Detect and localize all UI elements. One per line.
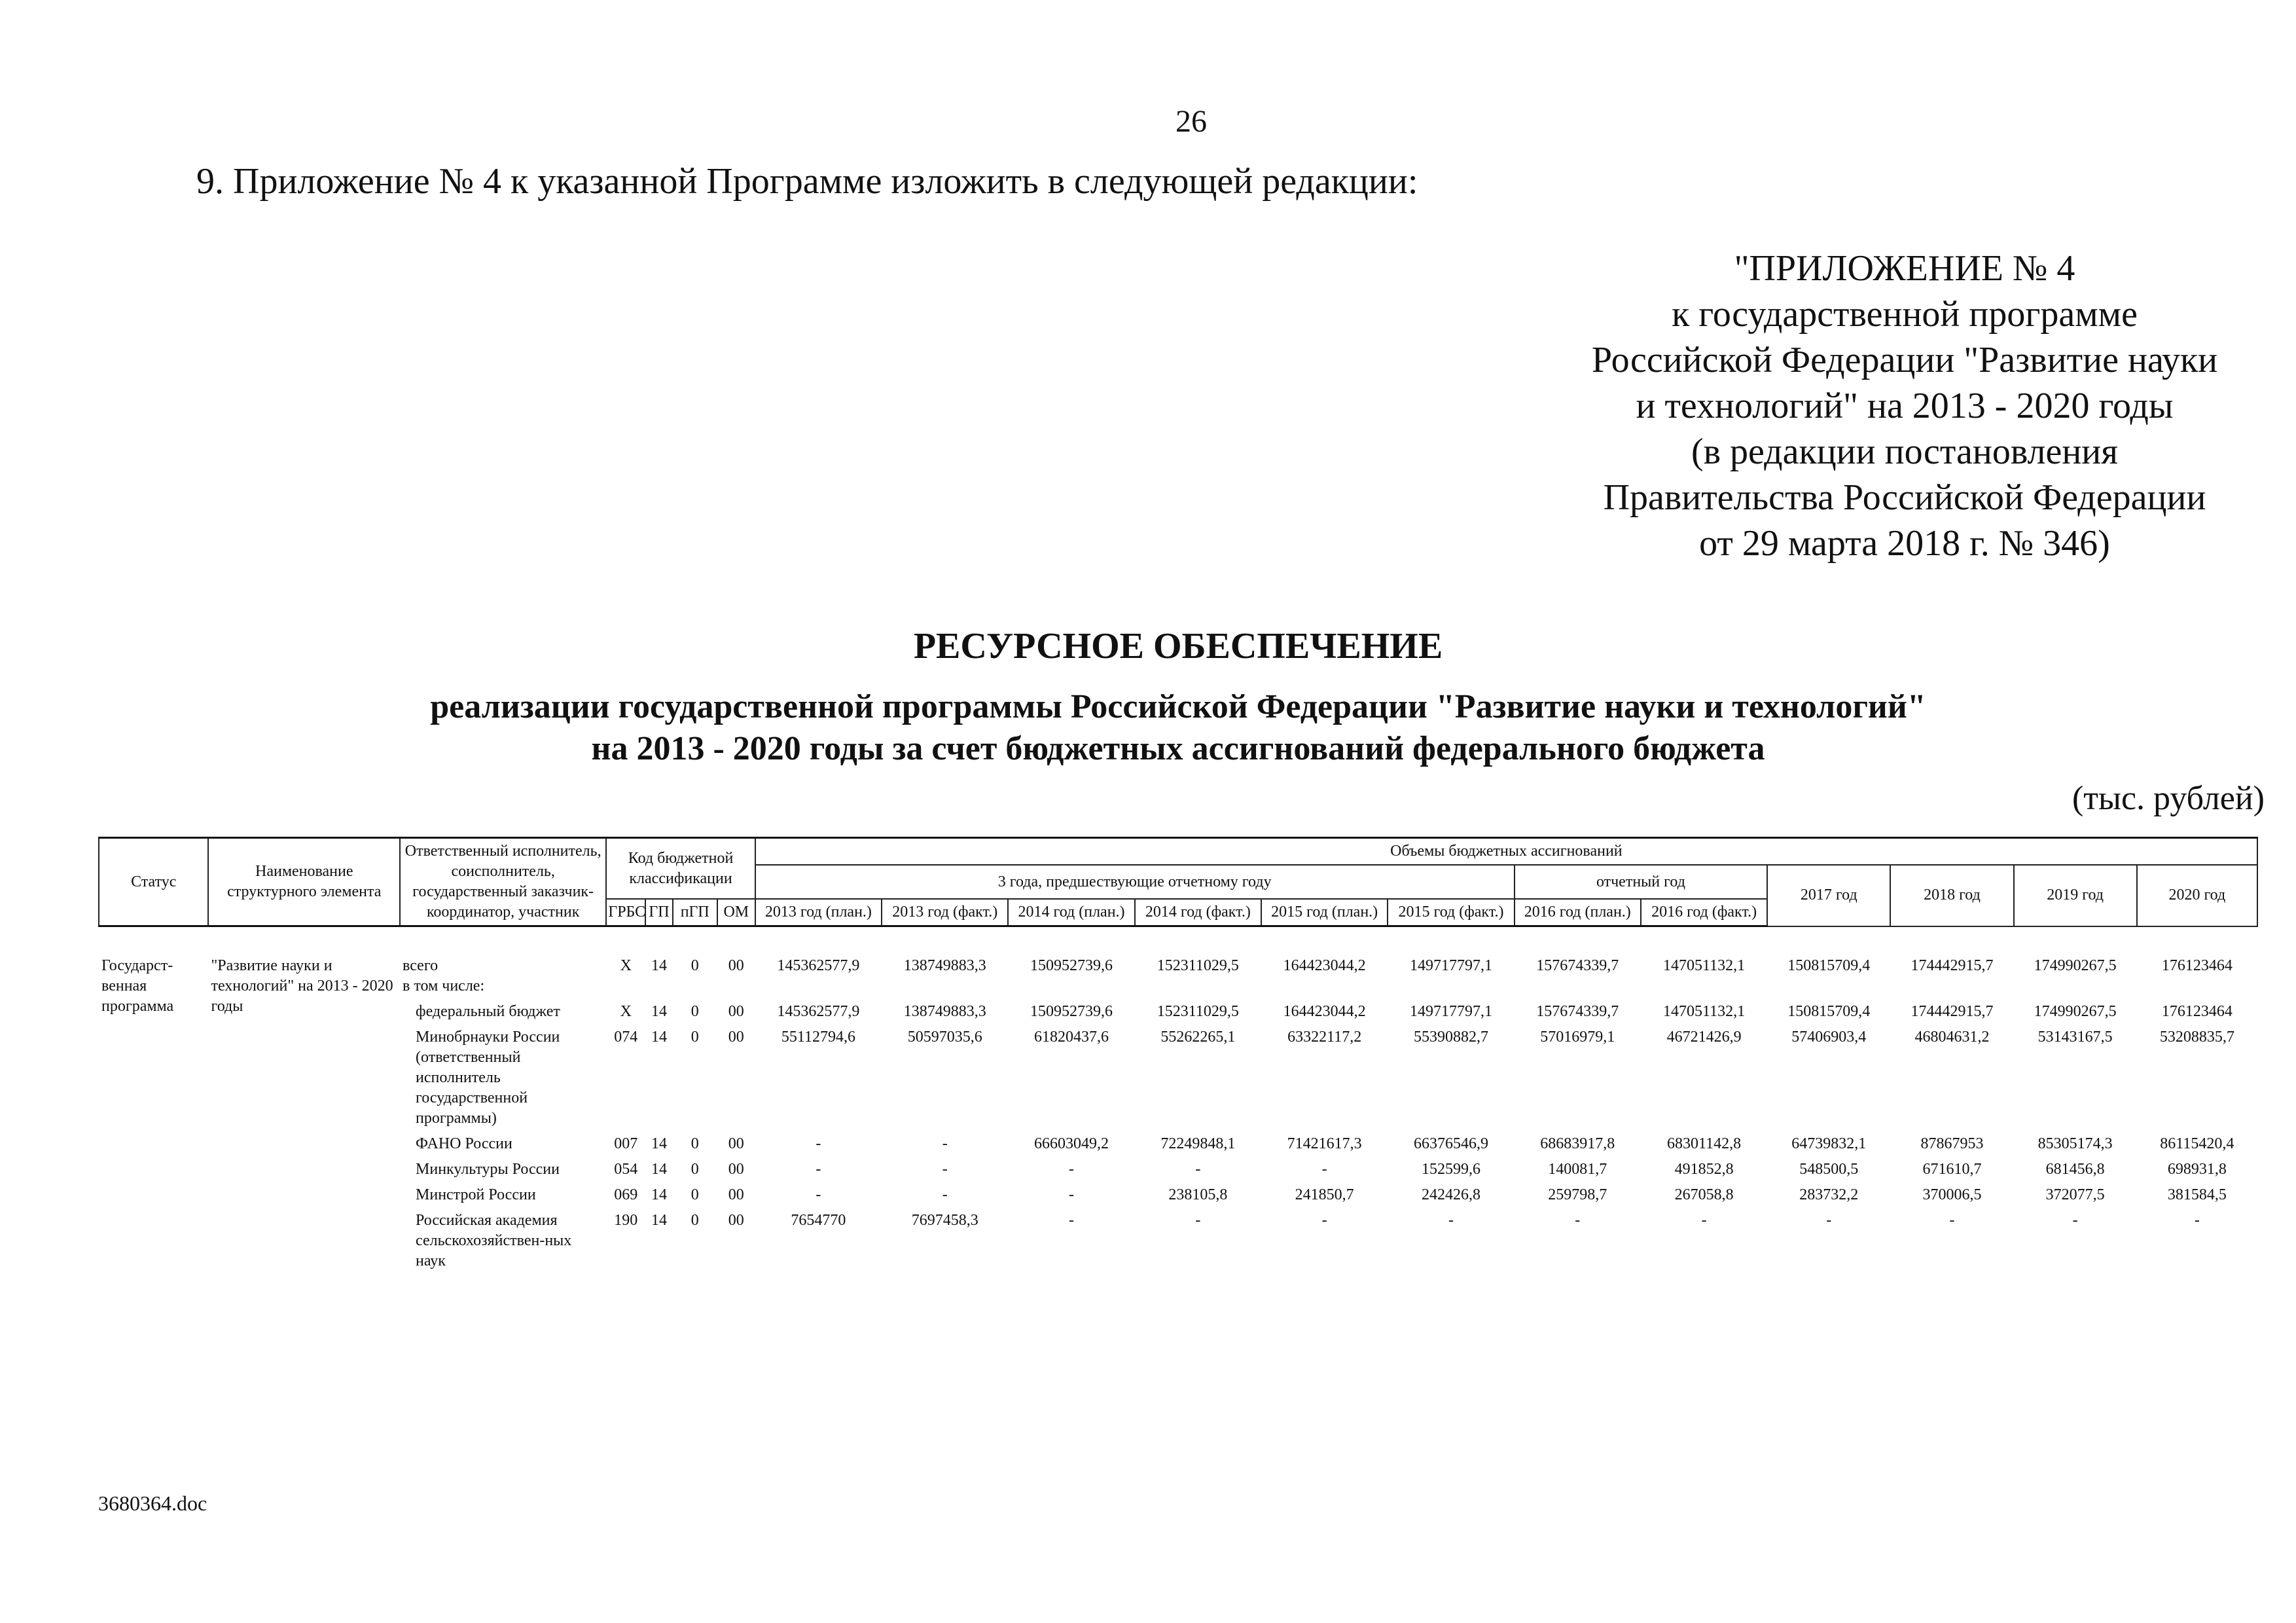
code-pgp-cell: 0 (691, 1029, 699, 1046)
appendix-heading-block (1525, 246, 2284, 566)
value-cell: 68683917,8 (1540, 1135, 1615, 1152)
code-om-cell: 00 (728, 1029, 744, 1046)
value-cell: 164423044,2 (1283, 1003, 1366, 1020)
executor-cell: Российская академия сельскохозяйствен-ных наук (416, 1212, 572, 1269)
value-cell: - (1195, 1212, 1201, 1229)
value-cell: 381584,5 (2167, 1186, 2227, 1203)
value-cell: - (816, 1135, 821, 1152)
value-cell: - (1448, 1212, 1454, 1229)
value-cell: 7654770 (791, 1212, 846, 1229)
header-row-1 (99, 838, 2257, 866)
value-cell: - (1701, 1212, 1707, 1229)
code-gp-cell: 14 (651, 957, 667, 974)
value-cell: 698931,8 (2167, 1161, 2227, 1178)
code-pgp-cell: 0 (691, 1186, 699, 1203)
value-cell: 46804631,2 (1914, 1029, 1990, 1046)
table-row (99, 1025, 2257, 1131)
header-2014-fact: 2014 год (факт.) (1135, 899, 1261, 926)
document-id: 3680364.doc (98, 1491, 207, 1515)
value-cell: 87867953 (1920, 1135, 1984, 1152)
executor-cell: ФАНО России (416, 1135, 512, 1152)
value-cell: 267058,8 (1674, 1186, 1734, 1203)
value-cell: 145362577,9 (777, 1003, 860, 1020)
table-body (99, 926, 2257, 1275)
value-cell: 55112794,6 (781, 1029, 855, 1046)
value-cell: 150952739,6 (1030, 957, 1113, 974)
appendix-line-1: "ПРИЛОЖЕНИЕ № 4 (1734, 248, 2075, 289)
table-row (99, 999, 2257, 1025)
value-cell: 149717797,1 (1409, 1003, 1492, 1020)
appendix-line-5: (в редакции постановления (1691, 431, 2119, 472)
header-2019: 2019 год (2014, 865, 2137, 926)
executor-cell: Минобрнауки России (ответственный исполнитель государственной программы) (416, 1029, 560, 1127)
value-cell: 174990267,5 (2034, 957, 2117, 974)
code-om-cell: 00 (728, 1212, 744, 1229)
code-pgp-cell: 0 (691, 1135, 699, 1152)
units-label: (тыс. рублей) (2072, 780, 2265, 817)
value-cell: - (2194, 1212, 2200, 1229)
code-gp-cell: 14 (651, 1186, 667, 1203)
value-cell: 671610,7 (1922, 1161, 1982, 1178)
code-pgp-cell: 0 (691, 1212, 699, 1229)
appendix-line-2: к государственной программе (1672, 294, 2138, 335)
value-cell: 64739832,1 (1791, 1135, 1867, 1152)
value-cell: 57016979,1 (1540, 1029, 1615, 1046)
value-cell: 85305174,3 (2037, 1135, 2113, 1152)
header-2016-plan: 2016 год (план.) (1515, 899, 1641, 926)
header-volumes: Объемы бюджетных ассигнований (755, 838, 2257, 866)
code-om-cell: 00 (728, 1161, 744, 1178)
code-om-cell: 00 (728, 1003, 744, 1020)
header-2013-plan: 2013 год (план.) (755, 899, 882, 926)
value-cell: 149717797,1 (1409, 957, 1492, 974)
element-name-cell: "Развитие науки и технологий" на 2013 - 2020 годы (211, 957, 393, 1015)
header-pgp: пГП (673, 899, 717, 926)
value-cell: 71421617,3 (1287, 1135, 1362, 1152)
value-cell: - (942, 1161, 948, 1178)
table-row (99, 1131, 2257, 1157)
table-row (99, 1157, 2257, 1182)
value-cell: 370006,5 (1922, 1186, 1982, 1203)
value-cell: 152599,6 (1421, 1161, 1480, 1178)
value-cell: - (1321, 1161, 1327, 1178)
appendix-line-7: от 29 марта 2018 г. № 346) (1699, 523, 2110, 564)
value-cell: - (1069, 1161, 1075, 1178)
instruction-text: 9. Приложение № 4 к указанной Программе изложить в следующей редакции: (196, 161, 1418, 202)
header-2015-plan: 2015 год (план.) (1261, 899, 1388, 926)
value-cell: 681456,8 (2045, 1161, 2105, 1178)
value-cell: - (1575, 1212, 1581, 1229)
value-cell: 372077,5 (2045, 1186, 2105, 1203)
value-cell: 176123464 (2161, 957, 2233, 974)
value-cell: 7697458,3 (911, 1212, 978, 1229)
value-cell: 150952739,6 (1030, 1003, 1113, 1020)
value-cell: 491852,8 (1674, 1161, 1734, 1178)
value-cell: 138749883,3 (903, 1003, 986, 1020)
document-subtitle (0, 686, 2296, 770)
header-element-name: Наименование структурного элемента (208, 838, 400, 926)
value-cell: - (1069, 1186, 1075, 1203)
value-cell: 174442915,7 (1910, 1003, 1994, 1020)
code-gp-cell: 14 (651, 1212, 667, 1229)
executor-cell: федеральный бюджет (416, 1003, 560, 1020)
code-gp-cell: 14 (651, 1161, 667, 1178)
value-cell: 140081,7 (1548, 1161, 1607, 1178)
header-2013-fact: 2013 год (факт.) (882, 899, 1008, 926)
value-cell: 138749883,3 (903, 957, 986, 974)
value-cell: - (1321, 1212, 1327, 1229)
header-report-year: отчетный год (1515, 865, 1768, 899)
code-grbs-cell: 054 (614, 1161, 638, 1178)
value-cell: - (816, 1161, 821, 1178)
value-cell: 152311029,5 (1157, 957, 1239, 974)
status-cell: Государст-венная программа (101, 957, 174, 1015)
code-grbs-cell: 074 (614, 1029, 638, 1046)
code-om-cell: 00 (728, 957, 744, 974)
value-cell: 61820437,6 (1034, 1029, 1109, 1046)
subtitle-line-2: на 2013 - 2020 годы за счет бюджетных ассигнований федерального бюджета (591, 730, 1765, 767)
page-number: 26 (1175, 104, 1207, 139)
code-pgp-cell: 0 (691, 1161, 699, 1178)
header-2016-fact: 2016 год (факт.) (1641, 899, 1767, 926)
value-cell: 68301142,8 (1667, 1135, 1742, 1152)
code-pgp-cell: 0 (691, 1003, 699, 1020)
value-cell: 174442915,7 (1910, 957, 1994, 974)
resource-table (98, 837, 2258, 1274)
value-cell: 241850,7 (1295, 1186, 1354, 1203)
value-cell: 283732,2 (1799, 1186, 1859, 1203)
value-cell: 46721426,9 (1666, 1029, 1742, 1046)
code-om-cell: 00 (728, 1135, 744, 1152)
value-cell: 50597035,6 (907, 1029, 982, 1046)
value-cell: 164423044,2 (1283, 957, 1366, 974)
value-cell: 157674339,7 (1536, 1003, 1619, 1020)
value-cell: 72249848,1 (1160, 1135, 1236, 1152)
value-cell: 53208835,7 (2159, 1029, 2234, 1046)
value-cell: 55262265,1 (1160, 1029, 1236, 1046)
executor-cell: Минстрой России (416, 1186, 536, 1203)
subtitle-line-1: реализации государственной программы Российской Федерации "Развитие науки и технологий" (430, 688, 1926, 725)
code-grbs-cell: 069 (614, 1186, 638, 1203)
header-2015-fact: 2015 год (факт.) (1388, 899, 1514, 926)
value-cell: 66376546,9 (1413, 1135, 1488, 1152)
appendix-line-6: Правительства Российской Федерации (1603, 477, 2206, 518)
code-grbs-cell: 190 (614, 1212, 638, 1229)
header-2017: 2017 год (1767, 865, 1890, 926)
table-row (99, 1208, 2257, 1274)
code-gp-cell: 14 (651, 1029, 667, 1046)
value-cell: 150815709,4 (1787, 1003, 1871, 1020)
code-grbs-cell: X (620, 1003, 632, 1020)
value-cell: 55390882,7 (1413, 1029, 1488, 1046)
header-status: Статус (99, 838, 208, 926)
header-2020: 2020 год (2137, 865, 2257, 926)
value-cell: 63322117,2 (1287, 1029, 1362, 1046)
code-gp-cell: 14 (651, 1135, 667, 1152)
value-cell: 174990267,5 (2034, 1003, 2117, 1020)
appendix-line-3: Российской Федерации "Развитие науки (1591, 340, 2218, 380)
value-cell: - (816, 1186, 821, 1203)
value-cell: - (942, 1135, 948, 1152)
header-om: ОМ (717, 899, 755, 926)
value-cell: 242426,8 (1421, 1186, 1480, 1203)
table-row (99, 1182, 2257, 1208)
value-cell: 176123464 (2161, 1003, 2233, 1020)
code-om-cell: 00 (728, 1186, 744, 1203)
value-cell: 152311029,5 (1157, 1003, 1239, 1020)
appendix-line-4: и технологий" на 2013 - 2020 годы (1636, 386, 2174, 426)
document-title: РЕСУРСНОЕ ОБЕСПЕЧЕНИЕ (913, 626, 1443, 666)
header-2018: 2018 год (1890, 865, 2013, 926)
header-executor: Ответственный исполнитель, соисполнитель, государственный заказчик-координатор, участник (400, 838, 606, 926)
value-cell: 259798,7 (1548, 1186, 1607, 1203)
code-grbs-cell: 007 (614, 1135, 638, 1152)
header-grbs: ГРБС (606, 899, 645, 926)
executor-cell: Минкультуры России (416, 1161, 560, 1178)
value-cell: - (942, 1186, 948, 1203)
value-cell: - (1949, 1212, 1955, 1229)
value-cell: 53143167,5 (2037, 1029, 2113, 1046)
value-cell: 147051132,1 (1663, 1003, 1746, 1020)
value-cell: 147051132,1 (1663, 957, 1746, 974)
value-cell: - (2072, 1212, 2078, 1229)
value-cell: 86115420,4 (2160, 1135, 2234, 1152)
value-cell: 157674339,7 (1536, 957, 1619, 974)
code-grbs-cell: X (620, 957, 632, 974)
value-cell: 238105,8 (1168, 1186, 1228, 1203)
code-gp-cell: 14 (651, 1003, 667, 1020)
header-prev-years: 3 года, предшествующие отчетному году (755, 865, 1515, 899)
header-2014-plan: 2014 год (план.) (1008, 899, 1134, 926)
header-budget-code: Код бюджетной классификации (606, 838, 755, 900)
code-pgp-cell: 0 (691, 957, 699, 974)
value-cell: 548500,5 (1799, 1161, 1859, 1178)
header-gp: ГП (645, 899, 672, 926)
value-cell: - (1826, 1212, 1832, 1229)
value-cell: 150815709,4 (1787, 957, 1871, 974)
value-cell: 57406903,4 (1791, 1029, 1867, 1046)
table-row (99, 926, 2257, 1000)
value-cell: 145362577,9 (777, 957, 860, 974)
executor-cell: всего в том числе: (403, 957, 485, 994)
value-cell: - (1069, 1212, 1075, 1229)
value-cell: - (1195, 1161, 1201, 1178)
value-cell: 66603049,2 (1034, 1135, 1109, 1152)
